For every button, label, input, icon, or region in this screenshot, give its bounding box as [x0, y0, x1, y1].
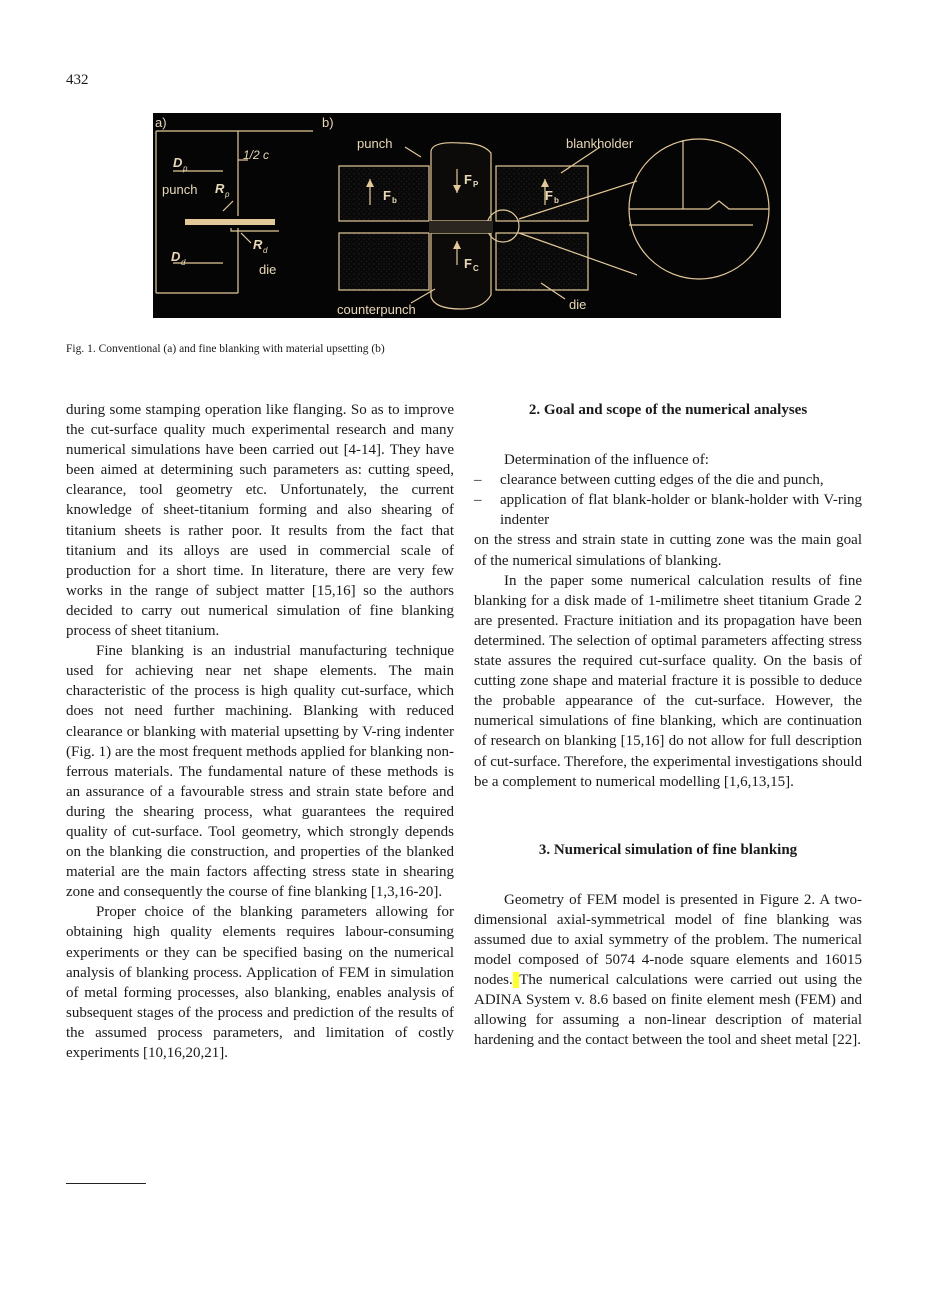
rp-subscript: p — [225, 190, 230, 199]
section-2-intro: Determination of the influence of: — [504, 452, 709, 469]
blankholder-right — [496, 166, 588, 221]
rd-label: R — [253, 237, 263, 252]
punch-shape — [431, 143, 491, 221]
fc-label: F — [464, 256, 472, 271]
figure-1 — [153, 113, 781, 318]
rd-leader — [241, 233, 251, 243]
panel-b-label: b) — [322, 115, 334, 130]
half-c-label: 1/2 c — [243, 148, 270, 162]
figure-1-drawing — [153, 113, 781, 318]
fc-subscript: C — [473, 264, 479, 273]
section-2-paragraph: In the paper some numerical calculation results of fine blanking for a disk made of 1-milimetre sheet titanium Grade 2 are presented. Fracture initiation and its propagation have been determined. The selection of optimal parameters affecting stress state assures the required cut-surface quality. On the basis of cutting zone shape and material fracture it is possible to deduce the probable appearance of the cut-surface. However, the numerical simulations of fine blanking, which are continuation of research on blanking [15,16] do not allow for full description of cut-surface. Therefore, the experimental investigations should be a complement to numerical modelling [1,6,13,15]. — [474, 572, 862, 790]
fp-subscript: P — [473, 180, 479, 189]
figure-caption: Fig. 1. Conventional (a) and fine blanking with material upsetting (b) — [66, 343, 385, 355]
fb-right-label: F — [545, 188, 553, 203]
rp-label: R — [215, 181, 225, 196]
fp-label: F — [464, 172, 472, 187]
list-item — [474, 470, 862, 490]
left-paragraph-3: Proper choice of the blanking parameters allowing for obtaining high quality elements requires labour-consuming experiments or they can be specified basing on the numerical analysis of blanking process. Application of FEM in simulation of metal forming processes, also blanking, enables analysis of subsequent stages of the process and prediction of the results of the assumed process parameters, and limitation of costly experiments [10,16,20,21]. — [66, 904, 454, 1061]
punch-leader — [405, 147, 421, 157]
section-3-heading: 3. Numerical simulation of fine blanking — [538, 841, 798, 858]
left-column — [66, 400, 454, 1063]
list-bullet: – — [474, 492, 482, 509]
counterpunch-shape — [431, 233, 491, 309]
panel-a-label: a) — [155, 115, 167, 130]
list-item — [474, 490, 862, 530]
left-paragraph-1: during some stamping operation like flanging. So as to improve the cut-surface quality much experimental research and many numerical simulations have been carried out [4-14]. They have been aimed at determining such parameters as: cutting speed, clearance, tool geometry etc. Unfortunately, the current knowledge of sheet-titanium forming and also shearing of titanium sheets is rather poor. It results from the fact that titanium and its alloys are used in commercial scale of production for a short time. In literature, there are very few works in the range of subject matter [15,16] so the authors decided to carry out numerical simulation of fine blanking process of sheet titanium. — [66, 402, 454, 640]
dp-label: D — [173, 155, 183, 170]
fem-geometry-text: Geometry of FEM model is presented in Figure 2. A two-dimensional axial-symmetrical model of fine blanking was assumed due to axial symmetry of the problem. The numerical model composed of 5074 4-node square elements and 16015 nodes. — [474, 891, 862, 989]
influence-list — [474, 470, 862, 530]
rd-subscript: d — [263, 246, 268, 255]
die-left — [339, 233, 429, 290]
left-paragraph-2: Fine blanking is an industrial manufacturing technique used for achieving near net shape elements. The main characteristic of the process is high quality cut-surface, which does not need further machining. Blanking with reduced clearance or blanking with material upsetting by V-ring indenter (Fig. 1) are the most frequent methods applied for blanking non-ferrous materials. The fundamental nature of these methods is an assurance of a favourable stress and strain state before and during the shearing process, what guarantees the required quality of cut-surface. Tool geometry, which strongly depends on the blanking die construction, and properties of the blanked material are the main factors affecting stress state in shearing zone and consequently the course of fine blanking [1,3,16-20]. — [66, 643, 454, 901]
list-item-text: clearance between cutting edges of the die and punch, — [500, 472, 824, 489]
right-column — [474, 400, 862, 1051]
adina-text: The numerical calculations were carried out using the ADINA System v. 8.6 based on finite element mesh (FEM) and allowing for assuming a non-linear description of material hardening and the contact between the tool and sheet metal [22]. — [474, 972, 863, 1049]
section-2-heading: 2. Goal and scope of the numerical analyses — [528, 402, 808, 418]
dp-subscript: p — [183, 164, 188, 173]
panel-b-blankholder-label: blankholder — [566, 136, 634, 151]
sheet-metal — [185, 219, 275, 225]
panel-b-counterpunch-label: counterpunch — [337, 302, 416, 317]
panel-b-punch-label: punch — [357, 136, 393, 151]
dd-subscript: d — [181, 258, 186, 267]
section-2-after-list: on the stress and strain state in cutting zone was the main goal of the numerical simulations of blanking. — [474, 532, 862, 569]
dd-label: D — [171, 249, 181, 264]
fb-left-label: F — [383, 188, 391, 203]
footnote-rule — [66, 1183, 146, 1184]
panel-b-die-label: die — [569, 297, 587, 312]
panel-a-die-label: die — [259, 262, 277, 277]
section-3-paragraph — [474, 890, 862, 1051]
detail-v-ring — [629, 201, 769, 209]
panel-a-punch-label: punch — [162, 182, 198, 197]
blank-sheet — [429, 221, 493, 233]
page-number: 432 — [66, 72, 89, 88]
fb-left-subscript: b — [392, 196, 397, 205]
list-bullet: – — [474, 472, 482, 489]
fb-right-subscript: b — [554, 196, 559, 205]
rp-leader — [223, 201, 233, 211]
list-item-text: application of flat blank-holder or blank-holder with V-ring indenter — [500, 492, 862, 529]
